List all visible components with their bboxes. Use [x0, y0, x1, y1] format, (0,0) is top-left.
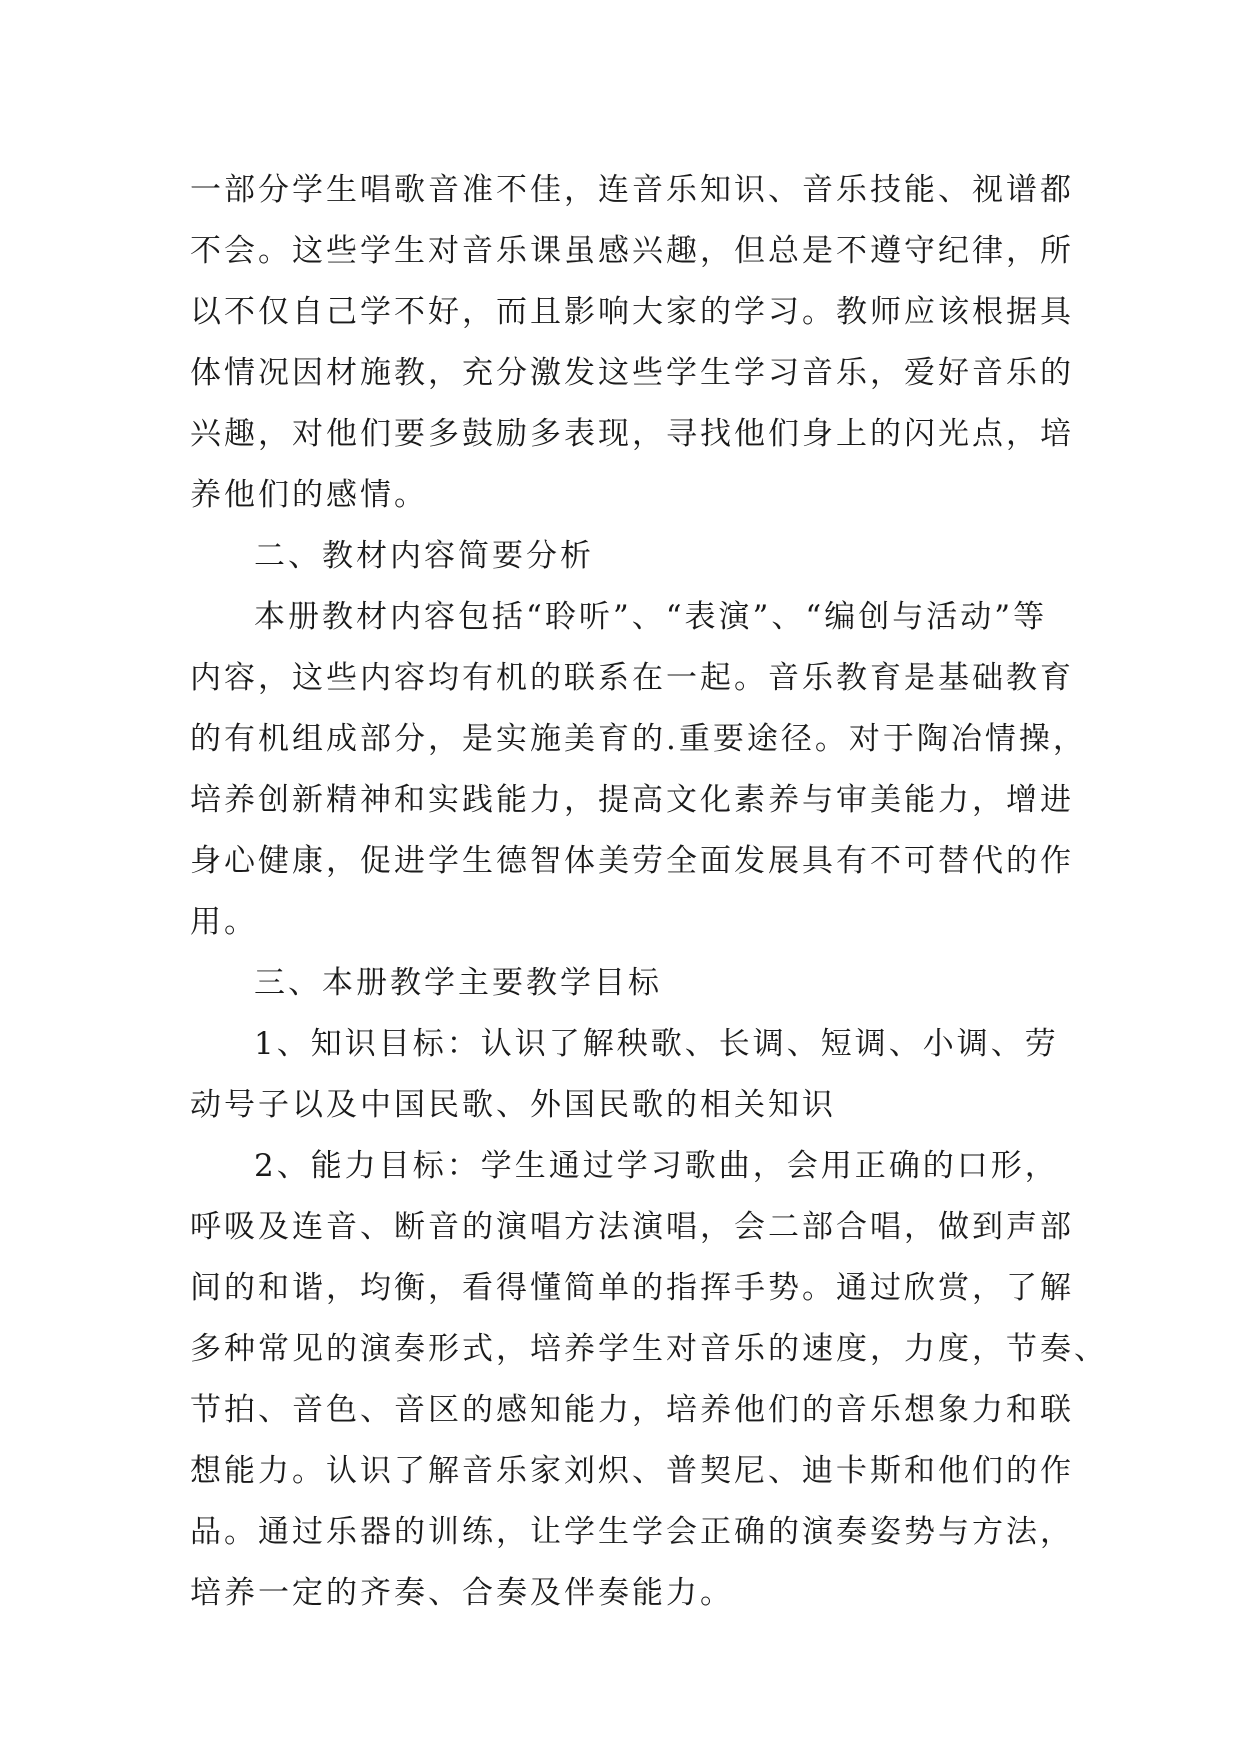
text-line: 身心健康，促进学生德智体美劳全面发展具有不可替代的作	[190, 843, 1074, 879]
text-line: 想能力。认识了解音乐家刘炽、普契尼、迪卡斯和他们的作	[190, 1453, 1074, 1489]
text-line: 本册教材内容包括“聆听”、“表演”、“编创与活动”等	[254, 599, 1048, 635]
text-line: 养他们的感情。	[190, 477, 428, 513]
text-line: 体情况因材施教，充分激发这些学生学习音乐，爱好音乐的	[190, 355, 1074, 391]
text-line: 间的和谐，均衡，看得懂简单的指挥手势。通过欣赏，了解	[190, 1270, 1074, 1306]
text-line: 用。	[190, 904, 258, 940]
text-line: 的有机组成部分，是实施美育的.重要途径。对于陶冶情操，	[190, 721, 1087, 757]
document-body	[190, 160, 1108, 1624]
text-line: 1、知识目标：认识了解秧歌、长调、短调、小调、劳	[254, 1026, 1059, 1062]
text-line: 动号子以及中国民歌、外国民歌的相关知识	[190, 1087, 836, 1123]
text-line: 三、本册教学主要教学目标	[254, 965, 662, 1001]
text-line: 2、能力目标：学生通过学习歌曲，会用正确的口形，	[254, 1148, 1059, 1184]
text-line: 呼吸及连音、断音的演唱方法演唱，会二部合唱，做到声部	[190, 1209, 1074, 1245]
text-line: 二、教材内容简要分析	[254, 538, 594, 574]
text-line: 品。通过乐器的训练，让学生学会正确的演奏姿势与方法，	[190, 1514, 1074, 1550]
text-line: 一部分学生唱歌音准不佳，连音乐知识、音乐技能、视谱都	[190, 172, 1074, 208]
text-line: 多种常见的演奏形式，培养学生对音乐的速度，力度，节奏、	[190, 1331, 1108, 1367]
text-line: 兴趣，对他们要多鼓励多表现，寻找他们身上的闪光点，培	[190, 416, 1074, 452]
text-line: 培养一定的齐奏、合奏及伴奏能力。	[190, 1575, 734, 1611]
text-line: 节拍、音色、音区的感知能力，培养他们的音乐想象力和联	[190, 1392, 1074, 1428]
text-line: 培养创新精神和实践能力，提高文化素养与审美能力，增进	[190, 782, 1074, 818]
text-line: 不会。这些学生对音乐课虽感兴趣，但总是不遵守纪律，所	[190, 233, 1074, 269]
text-line: 内容，这些内容均有机的联系在一起。音乐教育是基础教育	[190, 660, 1074, 696]
text-line: 以不仅自己学不好，而且影响大家的学习。教师应该根据具	[190, 294, 1074, 330]
